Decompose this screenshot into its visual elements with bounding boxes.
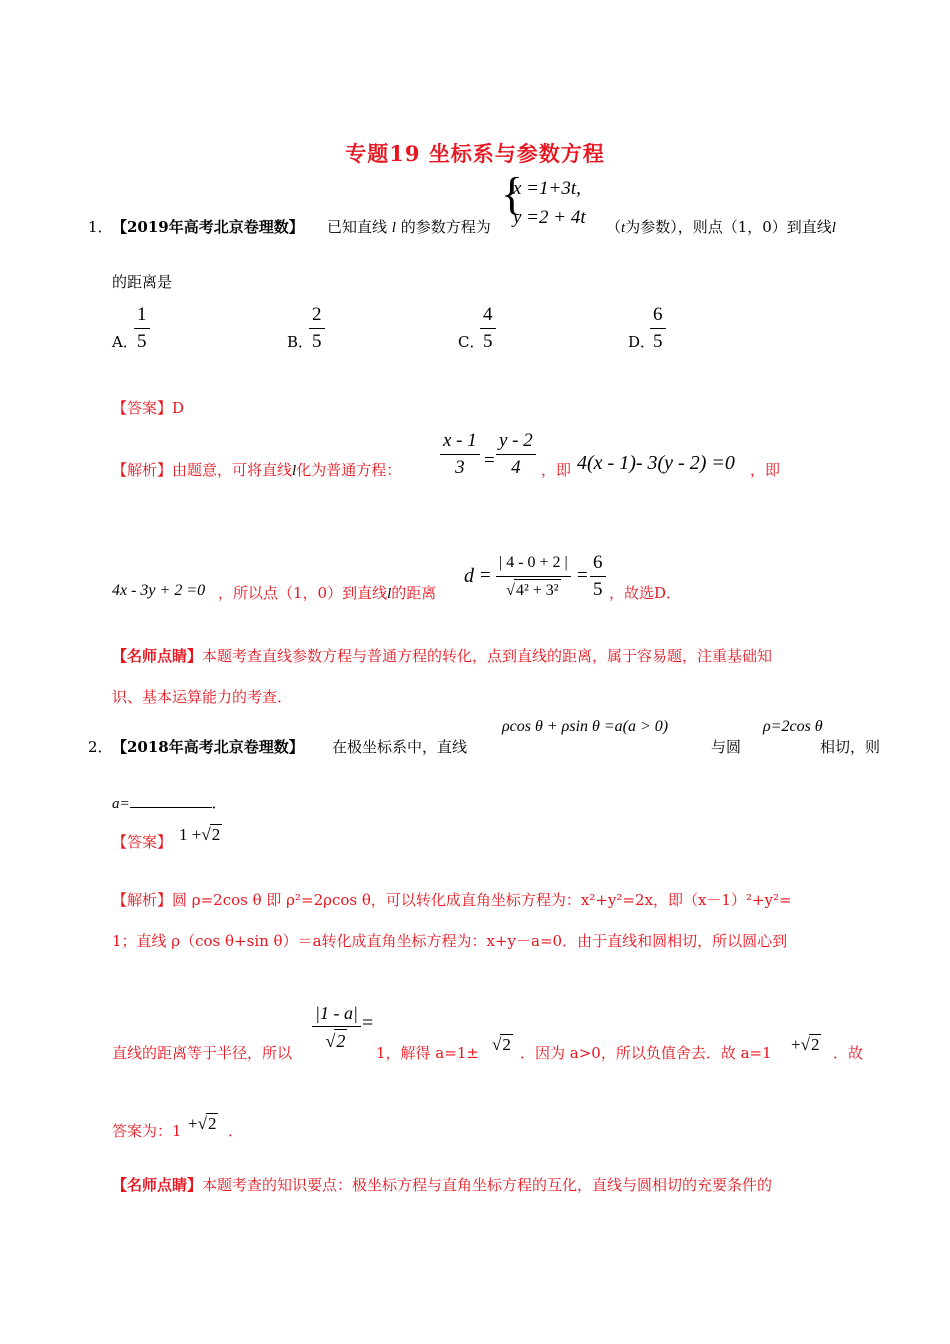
param-eq-x: x =1+3t, [513, 178, 581, 199]
radicand: 2 [502, 1035, 511, 1054]
question-stem: 在极坐标系中，直线 [332, 738, 468, 756]
equals-sign: = [362, 1012, 374, 1034]
line-variable: l [831, 220, 836, 236]
numerator: 4 [480, 304, 496, 329]
denominator: √ 4² + 3² [503, 577, 563, 602]
plus-sqrt-two: + √ 2 [791, 1035, 820, 1054]
radicand: 2 [810, 1035, 820, 1054]
circle-polar-equation: ρ=2cos θ [763, 718, 823, 735]
option-c-fraction[interactable] [480, 304, 496, 353]
numerator: |1 - a| [312, 1002, 361, 1027]
sqrt-two: √ 2 [492, 1035, 511, 1054]
question-stem: 相切，则 [820, 738, 881, 756]
line-polar-equation: ρcos θ + ρsin θ =a(a > 0) [502, 718, 669, 735]
denominator: 5 [483, 331, 493, 352]
tip-text: 本题考查的知识要点：极坐标方程与直角坐标方程的互化，直线与圆相切的充要条件的 [202, 1176, 773, 1194]
equals-sign: = [480, 565, 491, 586]
tip-label: 【名师点睛】 [112, 647, 203, 665]
numerator: y - 2 [496, 430, 536, 455]
answer-blank [112, 792, 227, 813]
analysis-conclusion: ，故选D． [609, 584, 682, 602]
label: 【解析】 [112, 461, 173, 479]
stem-text: 已知直线 [327, 218, 388, 236]
question-source: 【2018年高考北京卷理数】 [112, 738, 304, 756]
analysis-text: 1，解得 a=1± [376, 1044, 479, 1062]
analysis-line-2: 1；直线 ρ（cos θ+sin θ）＝a转化成直角坐标方程为：x+y－a=0．由于直线和圆相切，所以圆心到 [112, 932, 788, 950]
blank-line [130, 793, 212, 808]
radicand: 2 [336, 1031, 346, 1051]
option-a-fraction[interactable] [134, 304, 150, 353]
analysis-text: ． [228, 1122, 244, 1140]
equals-sign: = [484, 450, 495, 471]
expanded-equation: 4(x - 1)- 3(y - 2) =0 [577, 452, 735, 474]
question-source: 【2019年高考北京卷理数】 [112, 218, 304, 236]
blank-variable: a= [112, 796, 130, 812]
analysis-line-4: 答案为：1 [112, 1122, 182, 1140]
param-eq-y: y =2 + 4t [513, 207, 586, 228]
analysis-connector: ，即 [541, 461, 572, 479]
option-c-label[interactable]: C． [458, 333, 485, 351]
stem-text: 为参数），则点（1，0）到直线 [625, 218, 832, 236]
denominator: 5 [653, 331, 663, 352]
plus-sqrt-two: + √ 2 [188, 1114, 217, 1133]
label: 【解析】 [112, 891, 173, 909]
param-variable: t [621, 220, 626, 236]
question-number: 2． [88, 738, 113, 756]
denominator: 3 [455, 457, 465, 478]
analysis-text [218, 582, 436, 603]
stem-text: （ [606, 218, 622, 236]
tip-label: 【名师点睛】 [112, 1176, 203, 1194]
stem-text: 的参数方程为 [400, 218, 491, 236]
line-equation: 4x - 3y + 2 =0 [112, 582, 206, 599]
numerator: | 4 - 0 + 2 | [496, 552, 571, 577]
denominator: 5 [312, 331, 322, 352]
option-d-label[interactable]: D． [628, 333, 656, 351]
question-number: 1． [88, 218, 113, 236]
option-d-fraction[interactable] [650, 304, 666, 353]
answer-value: D [172, 399, 185, 417]
analysis-text: ．故 [833, 1044, 864, 1062]
numerator: 2 [309, 304, 325, 329]
radicand: 2 [211, 825, 221, 844]
analysis-label [112, 459, 401, 480]
option-b-fraction[interactable] [309, 304, 325, 353]
denominator: 5 [593, 579, 603, 600]
question-stem: 与圆 [711, 738, 742, 756]
option-a-label[interactable]: A． [112, 333, 138, 351]
distance-d: d [464, 565, 474, 587]
answer-label: 【答案】 [112, 833, 173, 851]
analysis-connector: ，即 [750, 461, 781, 479]
question-stem-end: 的距离是 [112, 273, 173, 291]
distance-fraction [312, 1002, 361, 1052]
text: 1 + [179, 825, 202, 844]
radicand: 2 [207, 1114, 217, 1133]
numerator: 6 [590, 552, 606, 577]
answer-line [112, 397, 184, 418]
eq-right-fraction [496, 430, 536, 479]
numerator: 1 [134, 304, 150, 329]
denominator: √ 2 [325, 1031, 346, 1051]
line-variable: l [391, 220, 396, 236]
tip-line-1 [112, 645, 772, 666]
text: 由题意，可将直线 [172, 461, 293, 479]
numerator: x - 1 [440, 430, 480, 455]
eq-left-fraction [440, 430, 480, 479]
question-stem [327, 216, 491, 237]
analysis-text: ．因为 a>0，所以负值舍去．故 a=1 [520, 1044, 772, 1062]
page-title: 专题19 坐标系与参数方程 [345, 141, 605, 166]
analysis-line-1 [112, 889, 792, 910]
distance-result [590, 552, 606, 601]
text: 圆 ρ=2cos θ 即 ρ²=2ρcos θ，可以转化成直角坐标方程为：x²+y²=2x，即（x－1）²+y²= [172, 891, 792, 909]
analysis-line-3: 直线的距离等于半径，所以 [112, 1044, 293, 1062]
answer-value: 1 + √ 2 [179, 825, 221, 844]
option-b-label[interactable]: B． [287, 333, 314, 351]
text: 化为普通方程： [296, 461, 402, 479]
tip-line-2: 识、基本运算能力的考查． [112, 688, 293, 706]
question-stem-tail [606, 216, 836, 237]
tip-line [112, 1174, 772, 1195]
line-variable: l [387, 586, 392, 602]
equals-sign: = [577, 565, 588, 586]
tip-text: 本题考查直线参数方程与普通方程的转化，点到直线的距离，属于容易题，注重基础知 [202, 647, 773, 665]
text: 的距离 [391, 584, 437, 602]
radicand: 4² + 3² [514, 579, 561, 602]
denominator: 5 [137, 331, 147, 352]
brace-symbol: { [501, 168, 524, 219]
answer-label: 【答案】 [112, 399, 173, 417]
text: ，所以点（1，0）到直线 [218, 584, 388, 602]
distance-fraction [496, 552, 571, 602]
denominator: 4 [511, 457, 521, 478]
numerator: 6 [650, 304, 666, 329]
line-variable: l [292, 463, 297, 479]
text: ． [211, 794, 227, 812]
